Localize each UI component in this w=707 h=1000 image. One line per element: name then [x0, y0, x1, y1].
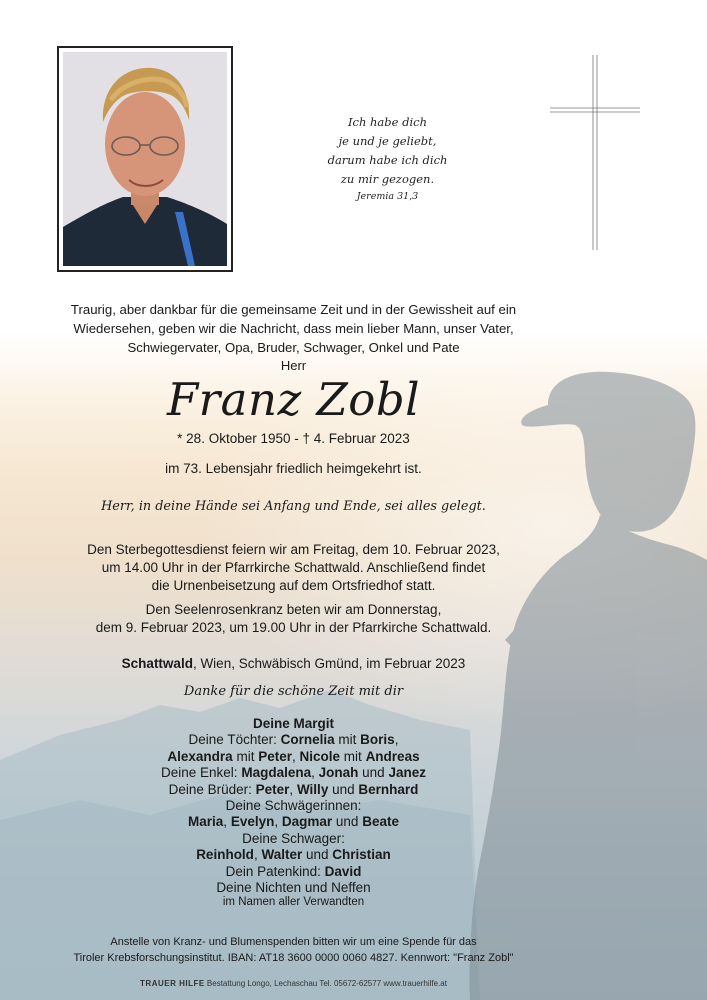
nieces-nephews: Deine Nichten und Neffen — [216, 880, 371, 896]
connector-word: und — [305, 847, 329, 863]
sister-in-law-name: Dagmar — [281, 814, 333, 830]
brother-in-law-name: Christian — [332, 847, 391, 863]
thanks-line: Danke für die schöne Zeit mit dir — [183, 684, 404, 699]
donation-note — [40, 934, 547, 966]
intro-line: Schwiegervater, Opa, Bruder, Schwager, Onkel und Pate — [127, 340, 460, 355]
partner-name: Andreas — [365, 748, 420, 764]
daughter-name: Nicole — [299, 748, 341, 764]
partner-name: Boris — [360, 732, 395, 748]
sisters-in-law-label: Deine Schwägerinnen: — [225, 798, 362, 814]
portrait-photo — [57, 46, 233, 272]
deceased-name: Franz Zobl — [166, 373, 421, 426]
footer-brand: TRAUER HILFE — [140, 979, 205, 988]
portrait-image — [63, 52, 227, 266]
place-date-line — [40, 656, 547, 671]
verse-line: je und je geliebt, — [338, 134, 437, 148]
mass-line: um 14.00 Uhr in der Pfarrkirche Schattwald. Anschließend findet — [101, 560, 486, 575]
verse-line: zu mir gezogen. — [340, 172, 435, 186]
rosary-info — [40, 601, 547, 637]
sister-in-law-name: Maria — [188, 814, 224, 830]
place-bold: Schattwald — [121, 656, 193, 671]
brothers-label: Deine Brüder: — [168, 781, 252, 797]
connector-word: und — [362, 765, 385, 781]
brothers-in-law-label: Deine Schwager: — [242, 830, 345, 846]
grandchildren-label: Deine Enkel: — [161, 765, 238, 781]
wife-name: Deine Margit — [252, 716, 334, 731]
psalm-quote: Herr, in deine Hände sei Anfang und Ende, sei alles gelegt. — [101, 499, 486, 514]
intro-line: Wiedersehen, geben wir die Nachricht, dass mein lieber Mann, unser Vater, — [73, 321, 514, 336]
relatives-line: im Namen aller Verwandten — [222, 896, 365, 908]
footer-text: Bestattung Longo, Lechaschau Tel. 05672-62577 www.trauerhilfe.at — [204, 979, 447, 988]
brother-name: Bernhard — [358, 781, 419, 797]
daughter-name: Cornelia — [280, 732, 335, 748]
brother-in-law-name: Walter — [261, 847, 303, 863]
godchild-label: Dein Patenkind: — [225, 863, 321, 879]
rosary-line: Den Seelenrosenkranz beten wir am Donnerstag, — [145, 602, 442, 617]
partner-name: Peter — [258, 748, 292, 764]
verse-reference: Jeremia 31,3 — [356, 191, 419, 202]
brother-in-law-name: Reinhold — [196, 847, 254, 863]
connector-word: und — [335, 814, 359, 830]
mass-line: Den Sterbegottesdienst feiern wir am Freitag, dem 10. Februar 2023, — [87, 542, 500, 557]
mass-line: die Urnenbeisetzung auf dem Ortsfriedhof statt. — [151, 578, 436, 593]
daughters-label: Deine Töchter: — [188, 732, 277, 748]
brother-name: Peter — [255, 781, 290, 797]
bible-verse — [300, 113, 475, 205]
intro-text — [40, 300, 547, 357]
donation-line: Anstelle von Kranz- und Blumenspenden bitten wir um eine Spende für das — [110, 936, 477, 948]
funeral-mass-info — [40, 541, 547, 595]
connector-word: mit — [236, 748, 255, 764]
sister-in-law-name: Beate — [362, 814, 399, 830]
place-rest: , Wien, Schwäbisch Gmünd, im Februar 2023 — [192, 656, 466, 671]
grandchild-name: Janez — [388, 765, 426, 781]
connector-word: mit — [343, 748, 362, 764]
brother-name: Willy — [296, 781, 329, 797]
connector-word: mit — [338, 732, 357, 748]
mourners-list: Deine Margit Deine Töchter: Cornelia mit Boris, Alexandra mit Peter, Nicole mit Andreas Deine Enkel: Magdalena, Jonah und Janez Deine Brüder: Peter, Willy und Bernhard Deine Schwägerinnen: Maria, Evelyn, Dagmar und Beate Deine Schwager: Reinhold, Walter und Christian Dein Patenkind: David Deine Nichten und Neffen — [161, 716, 426, 896]
rosary-line: dem 9. Februar 2023, um 19.00 Uhr in der Pfarrkirche Schattwald. — [95, 620, 492, 635]
connector-word: und — [332, 781, 355, 797]
sister-in-law-name: Evelyn — [230, 814, 275, 830]
life-dates: * 28. Oktober 1950 - † 4. Februar 2023 — [177, 431, 410, 446]
footer-credit — [40, 979, 547, 988]
intro-line: Traurig, aber dankbar für die gemeinsame Zeit und in der Gewissheit auf ein — [70, 302, 517, 317]
verse-line: darum habe ich dich — [327, 153, 448, 167]
cross-icon — [550, 55, 640, 255]
daughter-name: Alexandra — [167, 748, 233, 764]
age-line: im 73. Lebensjahr friedlich heimgekehrt ist. — [165, 461, 422, 476]
godchild-name: David — [324, 863, 362, 879]
salutation: Herr — [280, 358, 307, 373]
grandchild-name: Magdalena — [241, 765, 312, 781]
grandchild-name: Jonah — [318, 765, 359, 781]
verse-line: Ich habe dich — [347, 115, 428, 129]
donation-line: Tiroler Krebsforschungsinstitut. IBAN: AT18 3600 0000 0060 4827. Kennwort: "Franz Zobl" — [73, 952, 514, 964]
